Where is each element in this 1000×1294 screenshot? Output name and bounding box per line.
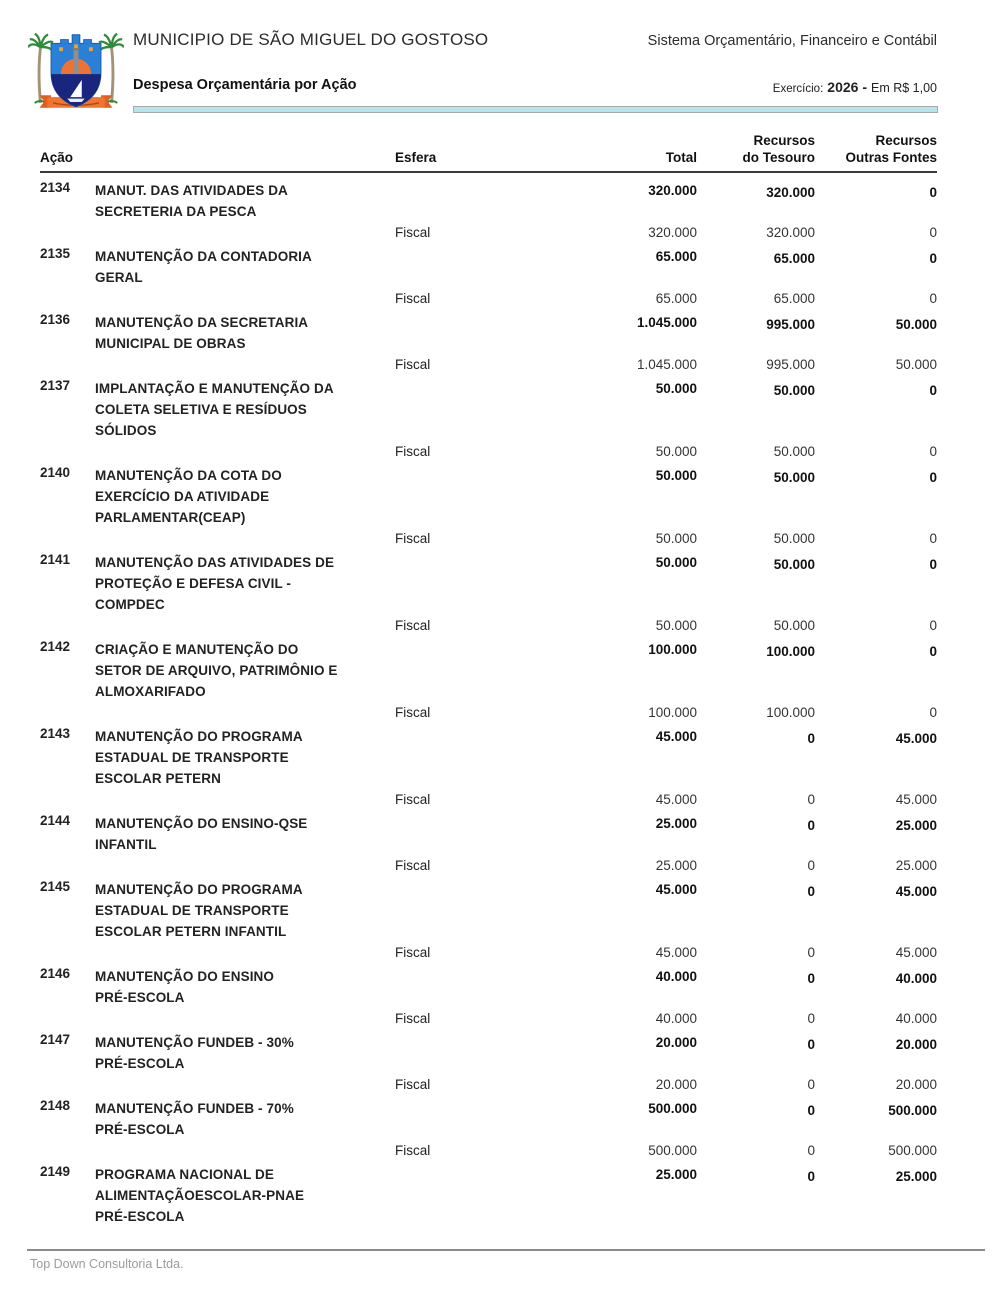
- fiscal-recursos-tesouro: 0: [807, 1143, 815, 1158]
- fiscal-esfera-label: Fiscal: [395, 618, 431, 633]
- action-code: 2146: [40, 966, 71, 981]
- action-recursos-tesouro: 0: [807, 1169, 815, 1184]
- footer-divider: [27, 1249, 985, 1251]
- fiscal-row: [40, 855, 937, 876]
- municipality-coat-of-arms-icon: [28, 14, 124, 116]
- fiscal-recursos-tesouro: 0: [807, 792, 815, 807]
- action-code: 2141: [40, 552, 71, 567]
- action-block: [40, 966, 937, 1029]
- fiscal-recursos-outras: 0: [929, 225, 937, 240]
- action-recursos-tesouro: 0: [807, 884, 815, 899]
- fiscal-row: [40, 441, 937, 462]
- fiscal-total: 20.000: [655, 1077, 697, 1092]
- fiscal-esfera-label: Fiscal: [395, 225, 431, 240]
- fiscal-row: [40, 354, 937, 375]
- fiscal-recursos-tesouro: 995.000: [766, 357, 815, 372]
- action-total: 65.000: [655, 249, 697, 264]
- action-recursos-tesouro: 0: [807, 1037, 815, 1052]
- fiscal-total: 40.000: [655, 1011, 697, 1026]
- fiscal-esfera-label: Fiscal: [395, 1011, 431, 1026]
- action-total: 320.000: [648, 183, 697, 198]
- action-recursos-outras: 50.000: [895, 317, 937, 332]
- action-block: [40, 1032, 937, 1095]
- action-description: MANUTENÇÃO FUNDEB - 70% PRÉ-ESCOLA: [95, 1101, 294, 1137]
- action-description: CRIAÇÃO E MANUTENÇÃO DO SETOR DE ARQUIVO, PATRIMÔNIO E ALMOXARIFADO: [95, 642, 338, 699]
- action-description: MANUT. DAS ATIVIDADES DA SECRETERIA DA PESCA: [95, 183, 288, 219]
- report-title: Despesa Orçamentária por Ação: [133, 77, 357, 93]
- action-recursos-tesouro: 320.000: [766, 185, 815, 200]
- column-header-esfera: Esfera: [395, 150, 437, 165]
- action-description: MANUTENÇÃO DA SECRETARIA MUNICIPAL DE OBRAS: [95, 315, 309, 351]
- action-recursos-tesouro: 0: [807, 818, 815, 833]
- action-description: MANUTENÇÃO DO PROGRAMA ESTADUAL DE TRANSPORTE ESCOLAR PETERN: [95, 729, 303, 786]
- currency-note: Em R$ 1,00: [870, 81, 937, 95]
- action-block: [40, 1164, 937, 1227]
- action-total: 45.000: [655, 729, 697, 744]
- action-total: 50.000: [655, 381, 697, 396]
- fiscal-recursos-tesouro: 320.000: [766, 225, 815, 240]
- fiscal-recursos-tesouro: 50.000: [773, 444, 815, 459]
- action-block: [40, 1098, 937, 1161]
- action-code: 2145: [40, 879, 71, 894]
- action-recursos-outras: 0: [929, 557, 937, 572]
- action-block: [40, 246, 937, 309]
- fiscal-row: [40, 615, 937, 636]
- fiscal-recursos-outras: 40.000: [895, 1011, 937, 1026]
- fiscal-total: 45.000: [655, 792, 697, 807]
- table-header-row: [40, 132, 937, 173]
- exercise-label: Exercício:: [772, 83, 824, 95]
- action-description: MANUTENÇÃO DA COTA DO EXERCÍCIO DA ATIVIDADE PARLAMENTAR(CEAP): [95, 468, 282, 525]
- fiscal-recursos-tesouro: 0: [807, 945, 815, 960]
- action-row: [40, 726, 937, 789]
- palm-tree-right: [99, 34, 124, 103]
- fiscal-recursos-outras: 45.000: [895, 945, 937, 960]
- action-description: MANUTENÇÃO DA CONTADORIA GERAL: [95, 249, 312, 285]
- action-total: 500.000: [648, 1101, 697, 1116]
- table-body: [40, 173, 937, 1227]
- fiscal-recursos-tesouro: 50.000: [773, 618, 815, 633]
- fiscal-total: 45.000: [655, 945, 697, 960]
- action-block: [40, 813, 937, 876]
- action-block: [40, 465, 937, 549]
- action-code: 2140: [40, 465, 71, 480]
- action-total: 50.000: [655, 555, 697, 570]
- action-row: [40, 1032, 937, 1074]
- action-recursos-tesouro: 995.000: [766, 317, 815, 332]
- action-row: [40, 639, 937, 702]
- fiscal-recursos-outras: 25.000: [895, 858, 937, 873]
- palm-tree-left: [28, 34, 53, 103]
- fiscal-recursos-outras: 20.000: [895, 1077, 937, 1092]
- fiscal-row: [40, 789, 937, 810]
- action-row: [40, 378, 937, 441]
- fiscal-recursos-outras: 50.000: [895, 357, 937, 372]
- action-recursos-tesouro: 50.000: [773, 383, 815, 398]
- action-recursos-tesouro: 0: [807, 1103, 815, 1118]
- action-recursos-outras: 0: [929, 185, 937, 200]
- header-divider-bar: [133, 106, 938, 113]
- fiscal-total: 50.000: [655, 618, 697, 633]
- fiscal-total: 25.000: [655, 858, 697, 873]
- fiscal-recursos-outras: 0: [929, 291, 937, 306]
- action-total: 40.000: [655, 969, 697, 984]
- action-total: 50.000: [655, 468, 697, 483]
- action-total: 25.000: [655, 816, 697, 831]
- page-title-municipality: MUNICIPIO DE SÃO MIGUEL DO GOSTOSO: [133, 30, 489, 49]
- fiscal-total: 65.000: [655, 291, 697, 306]
- exercise-year: 2026 -: [827, 79, 867, 95]
- action-description: MANUTENÇÃO DO ENSINO-QSE INFANTIL: [95, 816, 308, 852]
- fiscal-row: [40, 1008, 937, 1029]
- fiscal-recursos-tesouro: 65.000: [773, 291, 815, 306]
- action-code: 2148: [40, 1098, 71, 1113]
- action-row: [40, 813, 937, 855]
- action-row: [40, 1164, 937, 1227]
- action-description: MANUTENÇÃO DAS ATIVIDADES DE PROTEÇÃO E DEFESA CIVIL - COMPDEC: [95, 555, 335, 612]
- fiscal-total: 320.000: [648, 225, 697, 240]
- action-description: MANUTENÇÃO DO PROGRAMA ESTADUAL DE TRANSPORTE ESCOLAR PETERN INFANTIL: [95, 882, 303, 939]
- fiscal-total: 100.000: [648, 705, 697, 720]
- action-recursos-outras: 45.000: [895, 731, 937, 746]
- fiscal-recursos-tesouro: 0: [807, 1077, 815, 1092]
- fiscal-esfera-label: Fiscal: [395, 858, 431, 873]
- action-recursos-outras: 0: [929, 644, 937, 659]
- fiscal-esfera-label: Fiscal: [395, 792, 431, 807]
- action-recursos-outras: 0: [929, 383, 937, 398]
- action-row: [40, 879, 937, 942]
- fiscal-esfera-label: Fiscal: [395, 531, 431, 546]
- fiscal-esfera-label: Fiscal: [395, 1143, 431, 1158]
- action-total: 45.000: [655, 882, 697, 897]
- fiscal-recursos-outras: 500.000: [888, 1143, 937, 1158]
- system-name: Sistema Orçamentário, Financeiro e Contábil: [647, 33, 937, 49]
- fiscal-row: [40, 1140, 937, 1161]
- action-row: [40, 180, 937, 222]
- action-row: [40, 246, 937, 288]
- action-code: 2143: [40, 726, 71, 741]
- action-total: 25.000: [655, 1167, 697, 1182]
- action-code: 2144: [40, 813, 71, 828]
- action-recursos-tesouro: 65.000: [773, 251, 815, 266]
- action-code: 2134: [40, 180, 71, 195]
- fiscal-recursos-outras: 0: [929, 444, 937, 459]
- action-description: IMPLANTAÇÃO E MANUTENÇÃO DA COLETA SELETIVA E RESÍDUOS SÓLIDOS: [95, 381, 334, 438]
- fiscal-row: [40, 1074, 937, 1095]
- action-recursos-outras: 25.000: [895, 818, 937, 833]
- fiscal-recursos-outras: 0: [929, 705, 937, 720]
- fiscal-row: [40, 288, 937, 309]
- fiscal-row: [40, 528, 937, 549]
- action-code: 2135: [40, 246, 71, 261]
- column-header-acao: Ação: [40, 150, 74, 165]
- action-recursos-outras: 25.000: [895, 1169, 937, 1184]
- action-recursos-outras: 40.000: [895, 971, 937, 986]
- fiscal-row: [40, 702, 937, 723]
- action-recursos-tesouro: 0: [807, 971, 815, 986]
- action-recursos-tesouro: 50.000: [773, 470, 815, 485]
- action-code: 2136: [40, 312, 71, 327]
- footer-company: Top Down Consultoria Ltda.: [30, 1257, 184, 1271]
- fiscal-esfera-label: Fiscal: [395, 357, 431, 372]
- fiscal-total: 1.045.000: [636, 357, 697, 372]
- action-recursos-outras: 0: [929, 470, 937, 485]
- budget-table: [40, 132, 937, 1227]
- action-code: 2142: [40, 639, 71, 654]
- action-recursos-tesouro: 0: [807, 731, 815, 746]
- fiscal-recursos-outras: 0: [929, 531, 937, 546]
- action-block: [40, 879, 937, 963]
- fiscal-total: 50.000: [655, 444, 697, 459]
- action-block: [40, 726, 937, 810]
- fiscal-row: [40, 942, 937, 963]
- fiscal-esfera-label: Fiscal: [395, 444, 431, 459]
- action-recursos-outras: 20.000: [895, 1037, 937, 1052]
- fiscal-esfera-label: Fiscal: [395, 1077, 431, 1092]
- action-total: 1.045.000: [636, 315, 697, 330]
- fiscal-esfera-label: Fiscal: [395, 945, 431, 960]
- exercise-line: [773, 79, 937, 95]
- action-description: MANUTENÇÃO DO ENSINO PRÉ-ESCOLA: [95, 969, 275, 1005]
- shield: [51, 35, 101, 107]
- action-recursos-tesouro: 100.000: [766, 644, 815, 659]
- action-description: PROGRAMA NACIONAL DE ALIMENTAÇÃOESCOLAR-PNAE PRÉ-ESCOLA: [95, 1167, 305, 1224]
- fiscal-recursos-tesouro: 50.000: [773, 531, 815, 546]
- fiscal-recursos-tesouro: 0: [807, 858, 815, 873]
- column-header-recursos-outras-fontes: Recursos Outras Fontes: [845, 133, 937, 165]
- fiscal-recursos-tesouro: 0: [807, 1011, 815, 1026]
- action-block: [40, 378, 937, 462]
- action-recursos-tesouro: 50.000: [773, 557, 815, 572]
- action-code: 2137: [40, 378, 71, 393]
- action-total: 100.000: [648, 642, 697, 657]
- action-block: [40, 639, 937, 723]
- action-recursos-outras: 0: [929, 251, 937, 266]
- action-row: [40, 966, 937, 1008]
- fiscal-esfera-label: Fiscal: [395, 291, 431, 306]
- action-row: [40, 1098, 937, 1140]
- action-code: 2149: [40, 1164, 71, 1179]
- action-row: [40, 552, 937, 615]
- action-row: [40, 465, 937, 528]
- action-block: [40, 312, 937, 375]
- column-header-total: Total: [665, 150, 697, 165]
- action-block: [40, 552, 937, 636]
- action-code: 2147: [40, 1032, 71, 1047]
- fiscal-recursos-outras: 0: [929, 618, 937, 633]
- fiscal-recursos-outras: 45.000: [895, 792, 937, 807]
- fiscal-total: 500.000: [648, 1143, 697, 1158]
- action-recursos-outras: 500.000: [888, 1103, 937, 1118]
- action-recursos-outras: 45.000: [895, 884, 937, 899]
- action-block: [40, 180, 937, 243]
- fiscal-total: 50.000: [655, 531, 697, 546]
- fiscal-recursos-tesouro: 100.000: [766, 705, 815, 720]
- fiscal-esfera-label: Fiscal: [395, 705, 431, 720]
- column-header-recursos-tesouro: Recursos do Tesouro: [742, 133, 815, 165]
- fiscal-row: [40, 222, 937, 243]
- action-row: [40, 312, 937, 354]
- action-total: 20.000: [655, 1035, 697, 1050]
- action-description: MANUTENÇÃO FUNDEB - 30% PRÉ-ESCOLA: [95, 1035, 294, 1071]
